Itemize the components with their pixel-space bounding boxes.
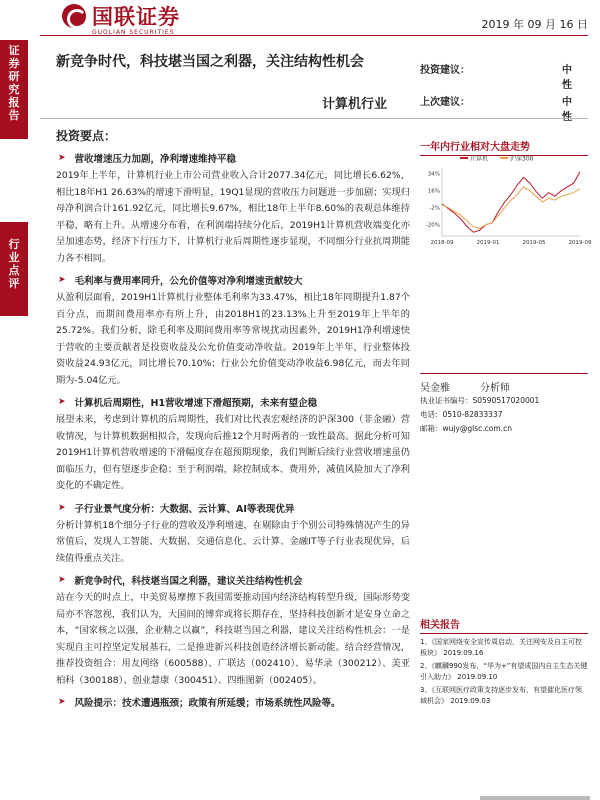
rating-value: 中性 bbox=[562, 65, 572, 91]
section bbox=[56, 695, 410, 709]
section-text: 从盈利层面看，2019H1计算机行业整体毛利率为33.47%，相比18年同期提升1.87个百分点，而期间费用率亦有所上升，由2018H1的23.13%上升至2019年上半年的25.72%。我们分析，除毛利率及期间费用率等常规扰动因素外，2019H1净利增速快于营收的主要贡献者是投资收益及公允价值变动净收益。2019年上半年，行业整体投资收益24.93亿元，同比增长70.10%；行业公允价值变动净收益6.98亿元，而去年同期为-5.04亿元。 bbox=[56, 292, 410, 386]
rating-previous bbox=[420, 93, 572, 123]
series-line bbox=[442, 187, 580, 229]
related-item-date: 2019.09.16 bbox=[443, 649, 484, 657]
arrow-icon: ➤ bbox=[58, 502, 66, 513]
title-divider bbox=[40, 118, 588, 119]
section-text: 2019年上半年，计算机行业上市公司营业收入合计2077.34亿元，同比增长6.62%，相比18年H1 26.63%的增速下滑明显，19Q1显现的营收压力问题进一步加剧；实现归母净利润合计161.92亿元，同比增长9.67%，相比18年上半年8.60%的表观总体维持平稳，略有上升。从增速分布看，在利润端持续分化后，2019H1计算机营收端变化亦呈加速态势，经济下行压力下，计算机行业后周期性逐步显现，不同细分行业抗周期能力各不相同。 bbox=[56, 170, 410, 264]
analyst-divider bbox=[420, 373, 588, 374]
analyst-name: 吴金雅 bbox=[420, 383, 450, 394]
tab-char: 报 bbox=[8, 96, 20, 109]
section bbox=[56, 151, 410, 267]
section-text: 站在今天的时点上，中美贸易摩擦下我国需要推动国内经济结构转型升级，国际形势变局亦不容忽视，我们认为，大国间的博弈或将长期存在，坚持科技创新才是安身立命之本，“国家核之以强，企业精之以赢”，科技堪当国之利器，建议关注结构性机会：一是实现自主可控坚定发展基石，二是推进新兴科技创造经济增长新动能。结合经营情况，推荐投资组合：用友网络（600588）、广联达（002410）、易华录（300212）、美亚柏科（300188）、创业慧康（300451）、四维图新（002405）。 bbox=[56, 592, 410, 686]
logo-icon bbox=[62, 4, 86, 28]
arrow-icon: ➤ bbox=[58, 153, 66, 163]
section-heading bbox=[56, 273, 410, 287]
section bbox=[56, 395, 410, 495]
arrow-icon: ➤ bbox=[58, 575, 66, 585]
section-heading-text: 计算机后周期性，H1营收增速下滑超预期，未来有望企稳 bbox=[74, 398, 318, 409]
x-tick-label: 2018-09 bbox=[430, 240, 454, 246]
y-tick-label: -20% bbox=[425, 222, 440, 229]
related-heading: 相关报告 bbox=[420, 616, 588, 634]
x-tick-label: 2019-05 bbox=[522, 240, 546, 246]
section-heading bbox=[56, 395, 410, 409]
rating-label: 投资建议： bbox=[420, 65, 470, 76]
analyst-email[interactable]: 邮箱：wujy@glsc.com.cn bbox=[420, 424, 512, 433]
chart-series bbox=[442, 172, 580, 232]
analyst-phone: 电话：0510-82833337 bbox=[420, 410, 503, 419]
arrow-icon: ➤ bbox=[58, 697, 66, 707]
related-item-date: 2019.09.10 bbox=[457, 673, 498, 681]
industry-name: 计算机行业 bbox=[322, 97, 388, 112]
rating-label: 上次建议： bbox=[420, 97, 470, 108]
legend-label: 计算机 bbox=[470, 155, 489, 163]
tab-char: 研 bbox=[8, 70, 20, 83]
analyst-block bbox=[420, 373, 588, 436]
tab-char: 究 bbox=[8, 83, 20, 96]
chart-title: 一年内行业相对大盘走势 bbox=[420, 138, 588, 156]
section-heading bbox=[56, 501, 410, 515]
section-text: 展望未来，考虑到计算机的后周期性，我们对比代表宏观经济的沪深300（非金融）营收情况，与计算机数据相拟合，发现向后推12个月时两者的一致性最高。据此分析可知2019H1计算机营收增速的下滑幅度存在超预期现象，我们判断后续行业营收增速虽仍面临压力，但有望逐步企稳；至于利润端，除控制成本、费用外，减值风险加大了净利变化的不确定性。 bbox=[56, 414, 410, 491]
analyst-role: 分析师 bbox=[480, 383, 510, 394]
x-tick-label: 2019-01 bbox=[476, 240, 500, 246]
arrow-icon: ➤ bbox=[58, 397, 66, 407]
rating-current bbox=[420, 61, 572, 91]
y-tick-label: -2% bbox=[429, 205, 440, 212]
section bbox=[56, 573, 410, 689]
left-sidebar bbox=[0, 0, 28, 800]
relative-performance-chart bbox=[420, 150, 592, 250]
report-type-tab bbox=[0, 40, 28, 139]
key-points-heading: 投资要点： bbox=[56, 129, 117, 143]
main-content bbox=[56, 145, 410, 712]
arrow-icon: ➤ bbox=[58, 275, 66, 285]
brand-name-en: GUOLIAN SECURITIES bbox=[92, 29, 175, 36]
section-heading-text: 新竞争时代，科技堪当国之利器，建议关注结构性机会 bbox=[74, 576, 303, 587]
tab-char: 证 bbox=[8, 44, 20, 57]
tab-char: 点 bbox=[8, 264, 20, 277]
x-axis bbox=[431, 236, 592, 246]
y-axis bbox=[426, 168, 442, 236]
tab-char: 告 bbox=[8, 109, 20, 122]
analyst-license: 执业证书编号：S0590517020001 bbox=[420, 396, 540, 405]
brand-logo bbox=[62, 3, 180, 36]
report-category-tab bbox=[0, 222, 28, 316]
section-heading bbox=[56, 573, 410, 587]
x-tick-label: 2019-09 bbox=[568, 240, 592, 246]
section-heading-text: 风险提示：技术遭遇瓶颈；政策有所延缓；市场系统性风险等。 bbox=[74, 698, 341, 709]
y-tick-label: 34% bbox=[427, 171, 440, 178]
section-heading bbox=[56, 151, 410, 165]
series-line bbox=[442, 172, 580, 232]
chart-legend bbox=[460, 155, 534, 163]
related-item-text: 2、《麒麟990发布，“华为+”有望成国内自主生态关键引入助力》 bbox=[420, 662, 588, 681]
section-text: 分析计算机18个细分子行业的营收及净利增速，在剔除由于个别公司特殊情况产生的异常值后，发现人工智能、大数据、交通信息化、云计算、金融IT等子行业表现优异，后续值得重点关注。 bbox=[56, 519, 410, 564]
report-title: 新竞争时代，科技堪当国之利器，关注结构性机会 bbox=[56, 54, 364, 70]
related-item[interactable] bbox=[420, 637, 588, 659]
related-list bbox=[420, 637, 588, 709]
footer-bar bbox=[480, 796, 590, 800]
related-item-date: 2019.09.03 bbox=[450, 697, 491, 705]
related-item[interactable] bbox=[420, 685, 588, 707]
rating-value: 中性 bbox=[562, 97, 572, 123]
y-tick-label: 16% bbox=[427, 188, 440, 195]
related-item-text: 3、《互联网医疗政策支持逐步发布，有望催化医疗领域机会》 bbox=[420, 686, 582, 705]
brand-name: 国联证券 bbox=[92, 5, 180, 29]
tab-char: 业 bbox=[8, 251, 20, 264]
legend-label: 沪深300 bbox=[510, 155, 534, 163]
section-heading-text: 毛利率与费用率同升，公允价值等对净利增速贡献较大 bbox=[74, 276, 303, 287]
tab-char: 行 bbox=[8, 238, 20, 251]
analyst-name-row bbox=[420, 379, 588, 394]
section bbox=[56, 501, 410, 568]
risk-heading bbox=[56, 695, 410, 709]
section-heading-text: 营收增速压力加剧，净利增速维持平稳 bbox=[74, 154, 237, 165]
tab-char: 评 bbox=[8, 277, 20, 290]
related-item[interactable] bbox=[420, 661, 588, 683]
header-divider bbox=[40, 35, 588, 36]
related-item-text: 1、《国家网络安全宣传周启动，关注网安及自主可控板块》 bbox=[420, 638, 582, 657]
section-heading-text: 子行业景气度分析：大数据、云计算、AI等表现优异 bbox=[74, 503, 295, 515]
section bbox=[56, 273, 410, 389]
tab-char: 券 bbox=[8, 57, 20, 70]
report-date: 2019 年 09 月 16 日 bbox=[481, 18, 588, 31]
